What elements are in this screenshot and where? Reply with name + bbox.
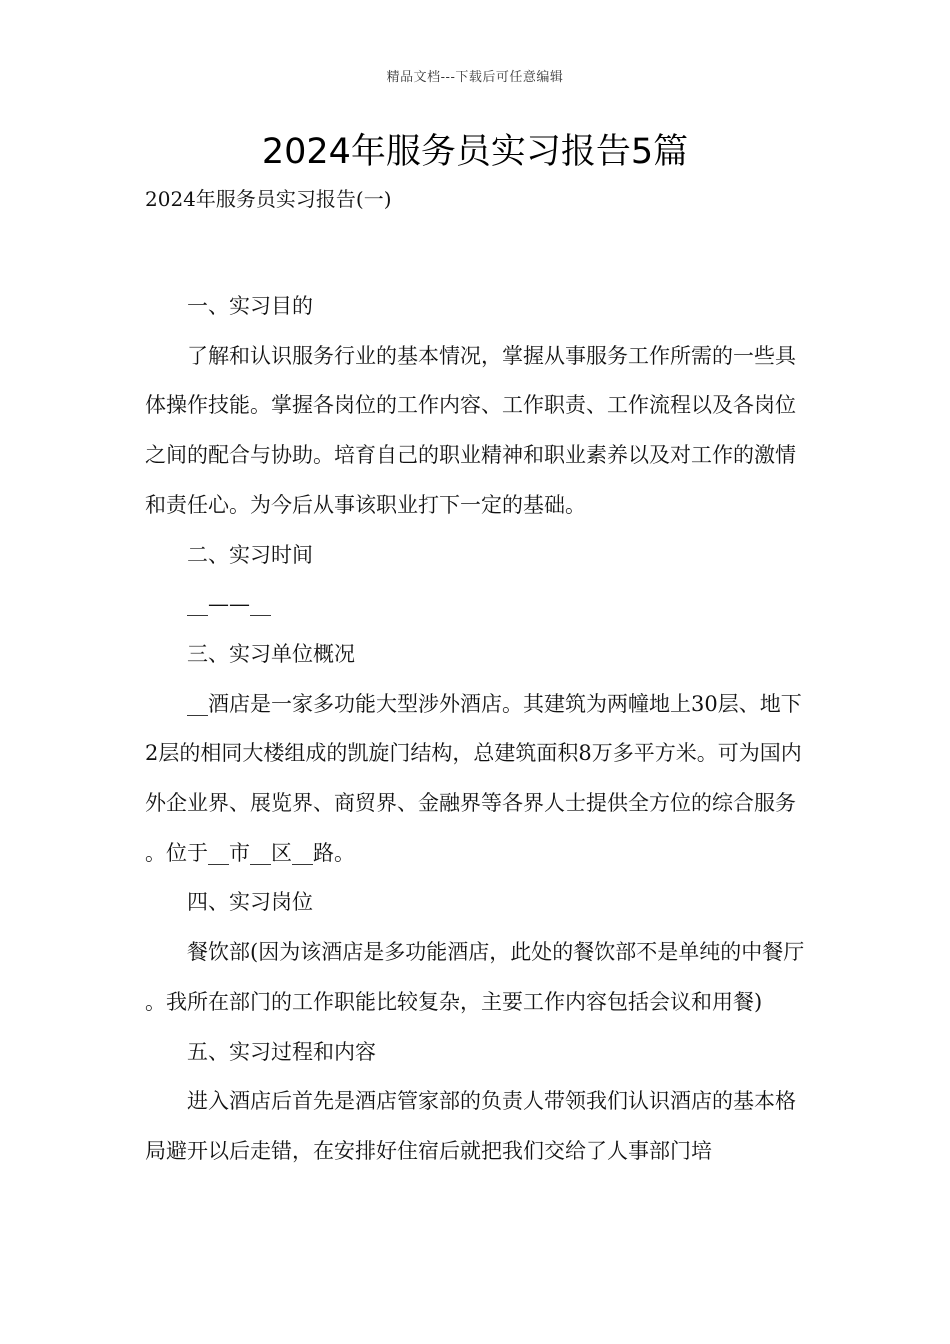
paragraph-process: 进入酒店后首先是酒店管家部的负责人带领我们认识酒店的基本格局避开以后走错，在安排好住宿后就把我们交给了人事部门培 bbox=[145, 1089, 796, 1163]
paragraph-time: __——__ bbox=[187, 592, 271, 617]
paragraph-company: __酒店是一家多功能大型涉外酒店。其建筑为两幢地上30层、地下2层的相同大楼组成的凯旋门结构，总建筑面积8万多平方米。可为国内外企业界、展览界、商贸界、金融界等各界人士提供全方位的综合服务。位于__市__区__路。 bbox=[145, 691, 802, 865]
document-subtitle: 2024年服务员实习报告(一) bbox=[145, 187, 392, 211]
document-title: 2024年服务员实习报告5篇 bbox=[261, 132, 689, 172]
document-body bbox=[145, 282, 807, 1177]
section-heading-time: 二、实习时间 bbox=[187, 542, 313, 567]
paragraph-position: 餐饮部(因为该酒店是多功能酒店，此处的餐饮部不是单纯的中餐厅。我所在部门的工作职能比较复杂，主要工作内容包括会议和用餐) bbox=[145, 940, 805, 1014]
section-heading-process: 五、实习过程和内容 bbox=[187, 1039, 376, 1064]
section-heading-purpose: 一、实习目的 bbox=[187, 294, 313, 318]
section-heading-company: 三、实习单位概况 bbox=[187, 641, 355, 666]
paragraph-purpose: 了解和认识服务行业的基本情况，掌握从事服务工作所需的一些具体操作技能。掌握各岗位的工作内容、工作职责、工作流程以及各岗位之间的配合与协助。培育自己的职业精神和职业素养以及对工作的激情和责任心。为今后从事该职业打下一定的基础。 bbox=[145, 343, 796, 517]
header-note: 精品文档---下载后可任意编辑 bbox=[386, 70, 564, 85]
section-heading-position: 四、实习岗位 bbox=[187, 890, 313, 915]
